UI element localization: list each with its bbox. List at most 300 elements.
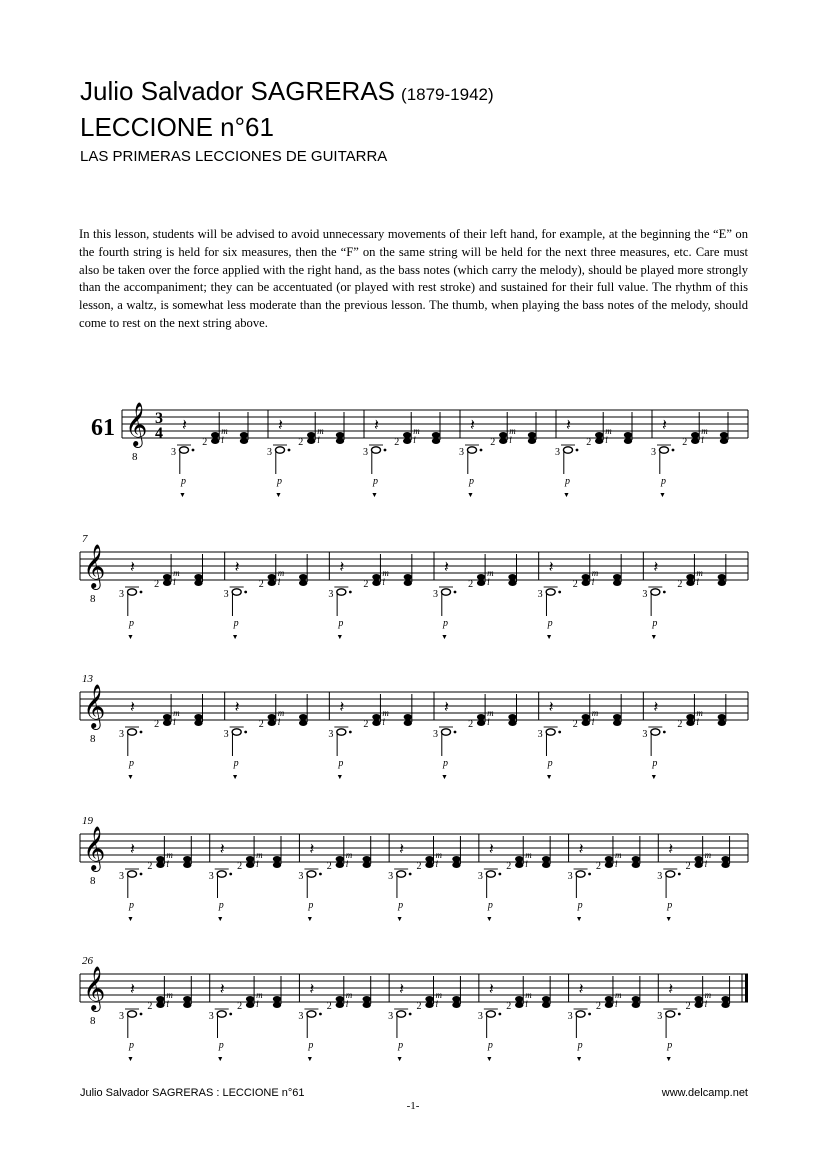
note-head [694,996,702,1002]
right-hand-finger-mark: m [487,708,494,718]
bass-note-head [486,1011,495,1017]
thumb-mark: p [652,758,658,769]
augmentation-dot [678,873,681,876]
bass-note-head [397,871,406,877]
note-head [515,862,523,868]
note-head [194,580,202,586]
augmentation-dot [588,1013,591,1016]
note-head [246,862,254,868]
quarter-rest: 𝄽 [309,981,315,998]
thumb-mark: p [577,1040,583,1051]
bass-note-head [128,589,137,595]
augmentation-dot [498,873,501,876]
rest-stroke-mark: ▼ [336,773,344,781]
augmentation-dot [672,449,675,452]
quarter-rest: 𝄽 [578,981,584,998]
note-head [632,1002,640,1008]
note-head [336,438,344,444]
right-hand-finger-mark: i [345,999,349,1009]
fingering-mark: 2 [258,719,264,730]
note-head [425,996,433,1002]
note-head [372,574,380,580]
thumb-mark: p [667,1040,673,1051]
rest-stroke-mark: ▼ [336,633,344,641]
augmentation-dot [229,1013,232,1016]
right-hand-finger-mark: i [382,717,385,727]
right-hand-finger-mark: m [345,990,353,1000]
bass-note-head [307,871,316,877]
augmentation-dot [498,1013,501,1016]
thumb-mark: p [129,1040,134,1051]
note-head [403,438,411,444]
right-hand-finger-mark: i [509,435,512,445]
fingering-mark: 2 [363,719,369,730]
rest-stroke-mark: ▼ [396,1055,404,1063]
string-number-mark: 3 [388,1011,394,1022]
note-head [240,438,248,444]
string-number-mark: 3 [363,447,368,458]
note-head [156,856,164,862]
note-head [721,862,729,868]
book-subtitle: LAS PRIMERAS LECCIONES DE GUITARRA [80,148,388,165]
note-head [299,580,307,586]
note-head [515,1002,523,1008]
right-hand-finger-mark: m [487,568,494,578]
right-hand-finger-mark: i [277,577,281,587]
note-head [686,714,694,720]
string-number-mark: 3 [298,1011,304,1022]
augmentation-dot [140,731,143,734]
fingering-mark: 2 [258,579,264,590]
quarter-rest: 𝄽 [374,417,379,434]
string-number-mark: 3 [537,729,543,740]
bass-note-head [337,589,346,595]
measure-number: 26 [82,955,93,967]
bass-note-head [651,729,660,735]
fingering-mark: 2 [468,719,474,730]
string-number-mark: 3 [119,729,124,740]
string-number-mark: 3 [223,729,229,740]
augmentation-dot [454,591,457,594]
note-head [582,574,590,580]
lesson-description: In this lesson, students will be advised to avoid unnecessary movements of their left hand, for example, at the beginning the “E” on the fourth string is held for six measures, then the “F” on the same string will be held for the next three measures, etc. Care must also be taken over the force applied with the right hand, as the bass notes (which carry the melody), should be played more strongly than the accompaniment; they can be accentuated (or played with rest stroke) and sustained for their full value. The rhythm of this lesson, a waltz, is somewhat less moderate than the previous lesson. The thumb, when playing the bass notes of the melody, should come to rest on the next string above. [79,227,748,330]
note-head [542,856,550,862]
bass-note-head [666,871,675,877]
note-head [605,996,613,1002]
thumb-mark: p [398,900,404,911]
string-number-mark: 3 [208,1011,214,1022]
thumb-mark: p [443,758,448,769]
note-head [477,580,485,586]
note-head [183,996,191,1002]
right-hand-finger-mark: m [173,568,180,578]
bass-note-head [564,447,573,453]
right-hand-finger-mark: m [317,426,324,436]
fingering-mark: 2 [586,437,592,448]
note-head [632,996,640,1002]
string-number-mark: 3 [208,871,214,882]
bass-note-head [337,729,346,735]
fingering-mark: 2 [685,1001,691,1012]
rest-stroke-mark: ▼ [179,491,186,499]
note-head [372,580,380,586]
bass-note-head [651,589,660,595]
treble-clef-icon: 𝄞 [83,968,106,1010]
bass-note-head [128,871,137,877]
note-head [268,720,276,726]
note-head [686,574,694,580]
right-hand-finger-mark: m [605,426,612,436]
right-hand-finger-mark: m [256,990,263,1000]
note-head [336,432,344,438]
note-head [273,1002,281,1008]
fingering-mark: 2 [326,861,332,872]
bass-note-head [546,589,555,595]
thumb-mark: p [218,1040,224,1051]
note-head [194,714,202,720]
thumb-mark: p [661,476,666,487]
note-head [183,856,191,862]
fingering-mark: 2 [147,1001,153,1012]
augmentation-dot [409,873,412,876]
augmentation-dot [588,873,591,876]
note-head [163,720,171,726]
quarter-rest: 𝄽 [182,417,187,434]
note-head [718,714,726,720]
note-head [194,574,202,580]
bass-note-head [546,729,555,735]
rest-stroke-mark: ▼ [127,773,134,781]
thumb-mark: p [398,1040,404,1051]
note-head [477,574,485,580]
note-head [508,720,516,726]
right-hand-finger-mark: m [382,568,389,578]
clef-octave-mark: 8 [90,875,96,887]
augmentation-dot [678,1013,681,1016]
right-hand-finger-mark: m [614,850,622,860]
right-hand-finger-mark: m [166,850,173,860]
right-hand-finger-mark: m [525,990,532,1000]
right-hand-finger-mark: i [704,859,708,869]
augmentation-dot [192,449,195,452]
quarter-rest: 𝄽 [399,841,405,858]
right-hand-finger-mark: m [345,850,353,860]
rest-stroke-mark: ▼ [231,773,239,781]
note-head [542,862,550,868]
note-head [613,574,621,580]
fingering-mark: 2 [202,437,208,448]
note-head [613,714,621,720]
right-hand-finger-mark: m [701,426,708,436]
note-head [632,856,640,862]
fingering-mark: 2 [677,579,683,590]
quarter-rest: 𝄽 [399,981,405,998]
quarter-rest: 𝄽 [130,841,135,858]
fingering-mark: 2 [154,719,160,730]
bass-note-head [486,871,495,877]
quarter-rest: 𝄽 [653,699,659,716]
page-number: -1- [406,1100,420,1112]
note-head [528,432,536,438]
lesson-title: LECCIONE n°61 [80,112,274,142]
rest-stroke-mark: ▼ [575,1055,583,1063]
fingering-mark: 2 [490,437,496,448]
note-head [163,714,171,720]
note-head [721,856,729,862]
rest-stroke-mark: ▼ [441,773,448,781]
augmentation-dot [663,731,666,734]
quarter-rest: 𝄽 [278,417,283,434]
quarter-rest: 𝄽 [130,981,135,998]
augmentation-dot [558,591,561,594]
rest-stroke-mark: ▼ [545,633,553,641]
quarter-rest: 𝄽 [130,699,135,716]
note-head [691,432,699,438]
note-head [605,1002,613,1008]
note-head [336,862,344,868]
note-head [299,720,307,726]
augmentation-dot [244,731,247,734]
augmentation-dot [663,591,666,594]
bass-note-head [576,1011,585,1017]
note-head [694,862,702,868]
augmentation-dot [454,731,457,734]
quarter-rest: 𝄽 [548,699,554,716]
right-hand-finger-mark: i [487,577,490,587]
note-head [372,720,380,726]
quarter-rest: 𝄽 [444,559,449,576]
note-head [499,438,507,444]
note-head [694,856,702,862]
note-head [508,714,516,720]
note-head [542,1002,550,1008]
composer-line [80,76,494,107]
note-head [542,996,550,1002]
bass-note-head [128,729,137,735]
rest-stroke-mark: ▼ [659,491,666,499]
quarter-rest: 𝄽 [339,699,345,716]
note-head [686,580,694,586]
note-head [363,856,371,862]
note-head [582,580,590,586]
augmentation-dot [229,873,232,876]
thumb-mark: p [565,476,570,487]
right-hand-finger-mark: i [614,999,618,1009]
note-head [452,856,460,862]
fingering-mark: 2 [506,861,512,872]
rest-stroke-mark: ▼ [665,915,673,923]
lesson-number-mark: 61 [91,415,115,441]
note-head [595,438,603,444]
string-number-mark: 3 [477,1011,483,1022]
right-hand-finger-mark: m [704,990,712,1000]
thumb-mark: p [469,476,474,487]
quarter-rest: 𝄽 [668,981,674,998]
note-head [605,862,613,868]
note-head [163,580,171,586]
note-head [721,996,729,1002]
right-hand-finger-mark: i [345,859,349,869]
rest-stroke-mark: ▼ [306,915,314,923]
string-number-mark: 3 [657,1011,663,1022]
bass-note-head [666,1011,675,1017]
bass-note-head [128,1011,137,1017]
fingering-mark: 2 [147,861,153,872]
note-head [156,1002,164,1008]
right-hand-finger-mark: m [413,426,420,436]
thumb-mark: p [577,900,583,911]
note-head [404,574,412,580]
thumb-mark: p [308,1040,314,1051]
augmentation-dot [409,1013,412,1016]
fingering-mark: 2 [416,861,422,872]
treble-clef-icon: 𝄞 [83,686,106,728]
right-hand-finger-mark: m [696,708,703,718]
bass-note-head [576,871,585,877]
note-head [183,1002,191,1008]
rest-stroke-mark: ▼ [575,915,583,923]
thumb-mark: p [218,900,224,911]
rest-stroke-mark: ▼ [231,633,239,641]
note-head [720,432,728,438]
augmentation-dot [319,1013,322,1016]
fingering-mark: 2 [326,1001,332,1012]
measure-number: 13 [82,673,93,685]
fingering-mark: 2 [363,579,369,590]
quarter-rest: 𝄽 [578,841,584,858]
quarter-rest: 𝄽 [488,981,494,998]
thumb-mark: p [233,618,239,629]
note-head [452,996,460,1002]
rest-stroke-mark: ▼ [650,773,658,781]
string-number-mark: 3 [555,447,560,458]
rest-stroke-mark: ▼ [306,1055,314,1063]
quarter-rest: 𝄽 [470,417,475,434]
right-hand-finger-mark: i [166,859,169,869]
clef-octave-mark: 8 [90,593,96,605]
rest-stroke-mark: ▼ [127,915,134,923]
right-hand-finger-mark: i [525,999,528,1009]
music-score [0,380,826,1080]
right-hand-finger-mark: m [525,850,532,860]
right-hand-finger-mark: m [173,708,180,718]
rest-stroke-mark: ▼ [563,491,570,499]
quarter-rest: 𝄽 [339,559,345,576]
note-head [582,720,590,726]
note-head [372,714,380,720]
note-head [307,432,315,438]
thumb-mark: p [373,476,378,487]
bass-note-head [307,1011,316,1017]
note-head [211,432,219,438]
string-number-mark: 3 [328,729,334,740]
note-head [605,856,613,862]
note-head [718,580,726,586]
measure-number: 19 [82,815,93,827]
string-number-mark: 3 [567,1011,573,1022]
thumb-mark: p [547,758,553,769]
augmentation-dot [140,591,143,594]
fingering-mark: 2 [506,1001,512,1012]
note-head [273,856,281,862]
fingering-mark: 2 [572,719,578,730]
augmentation-dot [140,1013,143,1016]
rest-stroke-mark: ▼ [485,915,493,923]
fingering-mark: 2 [682,437,688,448]
right-hand-finger-mark: m [614,990,622,1000]
note-head [246,856,254,862]
note-head [425,856,433,862]
note-head [499,432,507,438]
right-hand-finger-mark: i [173,577,176,587]
note-head [613,580,621,586]
quarter-rest: 𝄽 [309,841,315,858]
right-hand-finger-mark: m [277,568,285,578]
right-hand-finger-mark: i [173,717,176,727]
fingering-mark: 2 [595,861,601,872]
note-head [363,996,371,1002]
rest-stroke-mark: ▼ [485,1055,493,1063]
right-hand-finger-mark: m [221,426,228,436]
note-head [246,996,254,1002]
note-head [268,580,276,586]
clef-octave-mark: 8 [90,733,96,745]
thumb-mark: p [338,618,344,629]
note-head [515,996,523,1002]
string-number-mark: 3 [328,589,334,600]
thumb-mark: p [277,476,282,487]
right-hand-finger-mark: i [413,435,416,445]
rest-stroke-mark: ▼ [441,633,448,641]
quarter-rest: 𝄽 [662,417,667,434]
fingering-mark: 2 [237,861,243,872]
thumb-mark: p [233,758,239,769]
thumb-mark: p [129,758,134,769]
rest-stroke-mark: ▼ [127,1055,134,1063]
composer-name: Julio Salvador SAGRERAS [80,76,396,106]
right-hand-finger-mark: m [435,990,443,1000]
note-head [721,1002,729,1008]
string-number-mark: 3 [657,871,663,882]
string-number-mark: 3 [651,447,656,458]
right-hand-finger-mark: i [487,717,490,727]
quarter-rest: 𝄽 [130,559,135,576]
note-head [363,1002,371,1008]
note-head [183,862,191,868]
note-head [246,1002,254,1008]
bass-note-head [397,1011,406,1017]
clef-octave-mark: 8 [132,451,138,463]
note-head [273,996,281,1002]
treble-clef-icon: 𝄞 [83,546,106,588]
note-head [624,438,632,444]
string-number-mark: 3 [642,589,648,600]
bass-note-head [180,447,189,453]
augmentation-dot [384,449,387,452]
string-number-mark: 3 [477,871,483,882]
note-head [336,996,344,1002]
note-head [582,714,590,720]
augmentation-dot [558,731,561,734]
augmentation-dot [576,449,579,452]
fingering-mark: 2 [237,1001,243,1012]
right-hand-finger-mark: i [701,435,704,445]
treble-clef-icon: 𝄞 [83,828,106,870]
footer-credit: Julio Salvador SAGRERAS : LECCIONE n°61 [80,1087,305,1099]
thumb-mark: p [129,618,134,629]
note-head [624,432,632,438]
note-head [404,580,412,586]
